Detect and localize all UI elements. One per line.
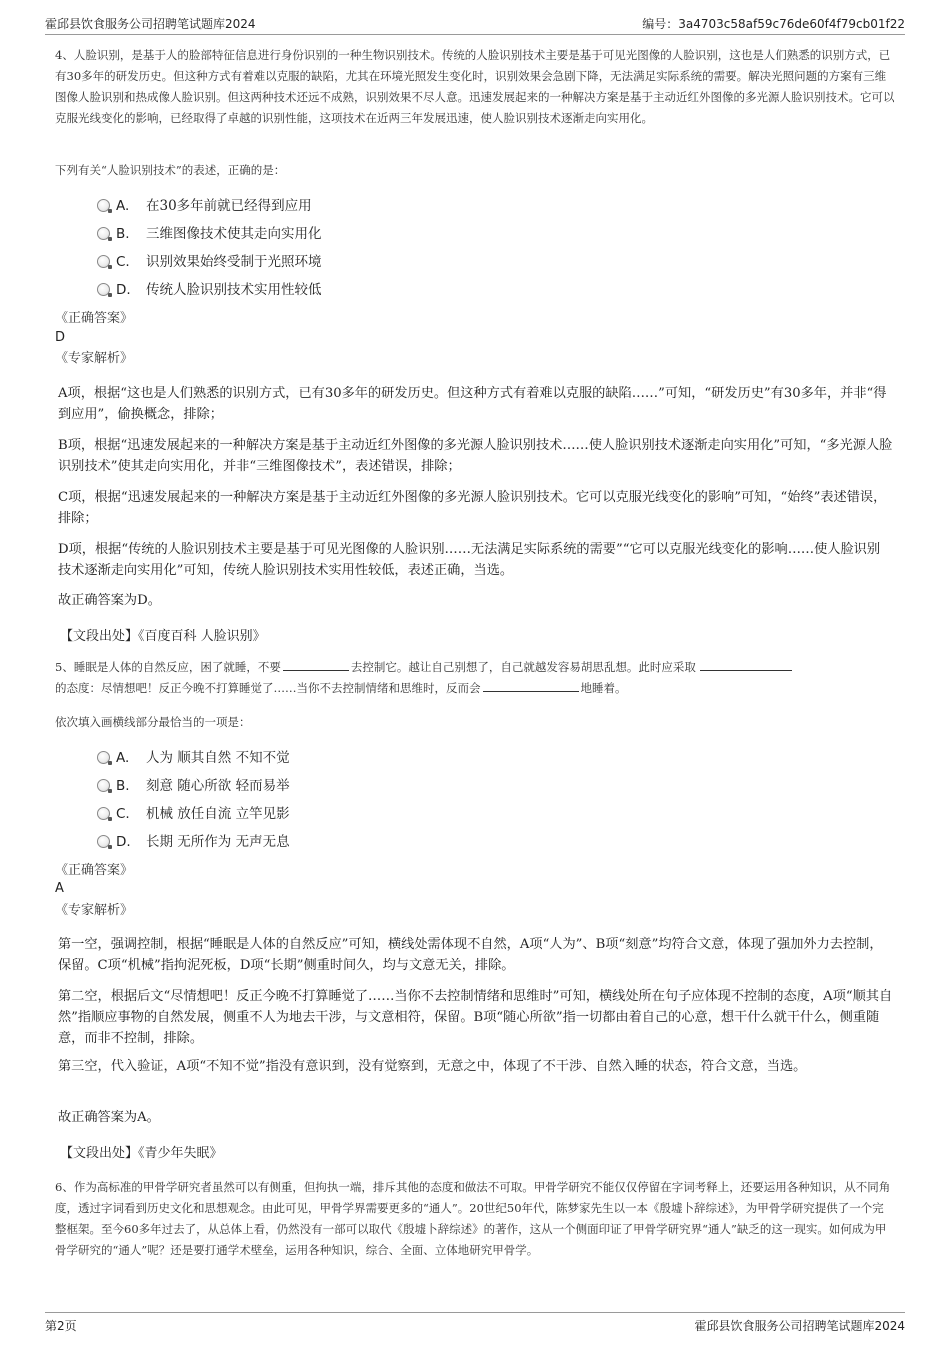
q5-option-b[interactable]: B. 刻意 随心所欲 轻而易举: [97, 776, 290, 796]
page-footer: [45, 1312, 905, 1337]
fill-blank-1: [283, 658, 349, 671]
q4-conclusion: 故正确答案为D。: [58, 593, 161, 608]
header-title: 霍邱县饮食服务公司招聘笔试题库2024: [45, 17, 256, 31]
q5-passage: 5、睡眠是人体的自然反应，困了就睡，不要 去控制它。越让自己别想了，自己就越发容易胡思乱想。此时应采取 的态度：尽情想吧！反正今晚不打算睡觉了……当你不去控制情绪和思维时，反而会 地睡着。: [55, 657, 895, 699]
q5-option-d[interactable]: D. 长期 无所作为 无声无息: [97, 832, 290, 852]
q5-analysis-label: 《专家解析》: [55, 903, 134, 918]
radio-icon[interactable]: [97, 227, 110, 240]
q4-passage: 4、人脸识别，是基于人的脸部特征信息进行身份识别的一种生物识别技术。传统的人脸识别技术主要是基于可见光图像的人脸识别，这也是人们熟悉的识别方式，已有30多年的研发历史。但这种方式有着难以克服的缺陷，尤其在环境光照发生变化时，识别效果会急剧下降，无法满足实际系统的需要。解决光照问题的方案有三维图像人脸识别和热成像人脸识别。但这两种技术还远不成熟，识别效果不尽人意。迅速发展起来的一种解决方案是基于主动近红外图像的多光源人脸识别技术。它可以克服光线变化的影响，已经取得了卓越的识别性能，这项技术在近两三年发展迅速，使人脸识别技术逐渐走向实用化。: [55, 48, 895, 125]
q5-source: 【文段出处】《青少年失眠》: [60, 1146, 223, 1161]
q5-analysis-3: 第三空，代入验证，A项“不知不觉”指没有意识到，没有觉察到，无意之中，体现了不干涉、自然入睡的状态，符合文意，当选。: [58, 1059, 807, 1074]
radio-icon[interactable]: [97, 283, 110, 296]
radio-icon[interactable]: [97, 255, 110, 268]
q5-option-c[interactable]: C. 机械 放任自流 立竿见影: [97, 804, 290, 824]
radio-icon[interactable]: [97, 835, 110, 848]
q4-option-a[interactable]: A. 在30多年前就已经得到应用: [97, 196, 312, 216]
q4-source: 【文段出处】《百度百科 人脸识别》: [60, 629, 266, 644]
q5-conclusion: 故正确答案为A。: [58, 1110, 160, 1125]
q5-question: 依次填入画横线部分最恰当的一项是：: [55, 715, 251, 729]
footer-page-number: 第2页: [45, 1319, 77, 1333]
header-code: 编号：3a4703c58af59c76de60f4f79cb01f22: [642, 17, 905, 31]
radio-icon[interactable]: [97, 779, 110, 792]
footer-title: 霍邱县饮食服务公司招聘笔试题库2024: [694, 1319, 905, 1333]
page-header: [45, 12, 905, 35]
q4-analysis-d: D项，根据“传统的人脸识别技术主要是基于可见光图像的人脸识别……无法满足实际系统的需要”“它可以克服光线变化的影响……使人脸识别技术逐渐走向实用化”可知，传统人脸识别技术实用性较低，表述正确，当选。: [58, 542, 881, 578]
q5-answer: A: [55, 881, 64, 896]
q5-option-a[interactable]: A. 人为 顺其自然 不知不觉: [97, 748, 290, 768]
radio-icon[interactable]: [97, 751, 110, 764]
fill-blank-2: [700, 658, 792, 671]
q6-passage: 6、作为高标准的甲骨学研究者虽然可以有侧重，但拘执一端，排斥其他的态度和做法不可取。甲骨学研究不能仅仅停留在字词考释上，还要运用各种知识，从不同角度，透过字词看到历史文化和思想观念。由此可见，甲骨学界需要更多的“通人”。20世纪50年代，陈梦家先生以一本《殷墟卜辞综述》，为甲骨学研究提供了一个完整框架。至今60多年过去了，从总体上看，仍然没有一部可以取代《殷墟卜辞综述》的著作，这从一个侧面印证了甲骨学研究界“通人”缺乏的这一现实。如何成为甲骨学研究的“通人”呢？还是要打通学术壁垒，运用各种知识，综合、全面、立体地研究甲骨学。: [55, 1180, 891, 1257]
q4-analysis-label: 《专家解析》: [55, 351, 134, 366]
fill-blank-3: [483, 679, 579, 692]
q4-analysis-a: A项，根据“这也是人们熟悉的识别方式，已有30多年的研发历史。但这种方式有着难以克服的缺陷……”可知，“研发历史”有30多年，并非“得到应用”，偷换概念，排除；: [58, 386, 887, 422]
q5-answer-label: 《正确答案》: [55, 863, 134, 878]
q4-answer-label: 《正确答案》: [55, 311, 134, 326]
q5-analysis-2: 第二空，根据后文“尽情想吧！反正今晚不打算睡觉了……当你不去控制情绪和思维时”可知，横线处所在句子应体现不控制的态度，A项“顺其自然”指顺应事物的自然发展，侧重不人为地去干涉，与文意相符，保留。B项“随心所欲”指一切都由着自己的心意，想干什么就干什么，侧重随意，而非不控制，排除。: [58, 989, 893, 1046]
q4-option-d[interactable]: D. 传统人脸识别技术实用性较低: [97, 280, 322, 300]
radio-icon[interactable]: [97, 199, 110, 212]
radio-icon[interactable]: [97, 807, 110, 820]
q4-option-c[interactable]: C. 识别效果始终受制于光照环境: [97, 252, 322, 272]
q4-answer: D: [55, 330, 66, 345]
q4-option-b[interactable]: B. 三维图像技术使其走向实用化: [97, 224, 322, 244]
q5-analysis-1: 第一空，强调控制，根据“睡眠是人体的自然反应”可知，横线处需体现不自然，A项“人为”、B项“刻意”均符合文意，体现了强加外力去控制，保留。C项“机械”指拘泥死板，D项“长期”侧重时间久，均与文意无关，排除。: [58, 937, 883, 973]
q4-question: 下列有关“人脸识别技术”的表述，正确的是：: [55, 163, 286, 177]
q4-analysis-b: B项，根据“迅速发展起来的一种解决方案是基于主动近红外图像的多光源人脸识别技术……使人脸识别技术逐渐走向实用化”可知，“多光源人脸识别技术”使其走向实用化，并非“三维图像技术”，表述错误，排除；: [58, 438, 893, 474]
q4-analysis-c: C项，根据“迅速发展起来的一种解决方案是基于主动近红外图像的多光源人脸识别技术。它可以克服光线变化的影响”可知，“始终”表述错误，排除；: [58, 490, 887, 526]
